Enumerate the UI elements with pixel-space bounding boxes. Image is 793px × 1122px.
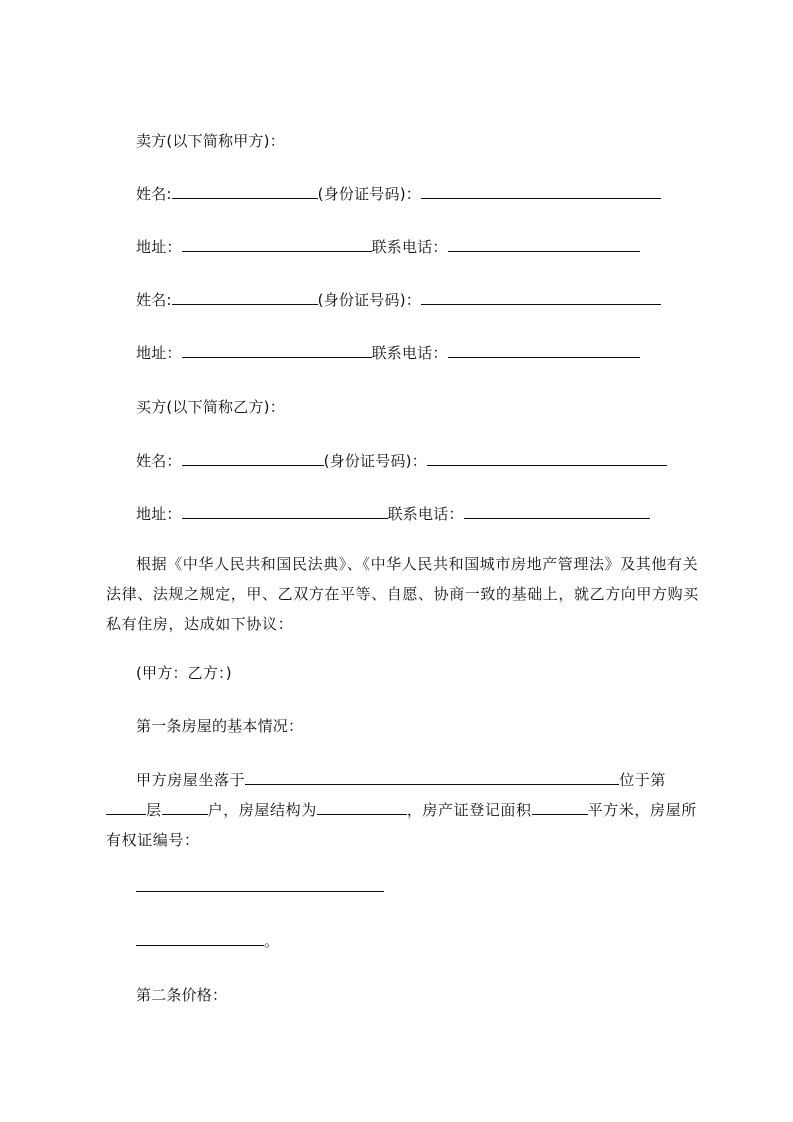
intro-paragraph: 根据《中华人民共和国民法典》、《中华人民共和国城市房地产管理法》及其他有关法律、法规之规定，甲、乙双方在平等、自愿、协商一致的基础上，就乙方向甲方购买私有住房，达成如下协议： [106, 555, 699, 633]
buyer-1-address-row [136, 504, 650, 524]
structure-blank[interactable] [317, 800, 407, 815]
seller-2-name-row [136, 290, 661, 310]
name-blank[interactable] [182, 451, 324, 466]
id-blank[interactable] [427, 451, 667, 466]
name-label: 姓名: [136, 291, 172, 309]
id-blank[interactable] [421, 184, 661, 199]
phone-blank[interactable] [448, 237, 640, 252]
phone-label: 联系电话： [387, 505, 464, 523]
article-1-title: 第一条房屋的基本情况： [136, 717, 304, 735]
address-label: 地址： [136, 505, 182, 523]
seller-1-address-row [136, 237, 640, 257]
address-blank[interactable] [182, 504, 388, 519]
floor-blank[interactable] [106, 800, 146, 815]
phone-label: 联系电话： [371, 344, 448, 362]
address-label: 地址： [136, 238, 182, 256]
seller-heading: 卖方(以下简称甲方)： [136, 132, 285, 150]
seller-2-address-row [136, 343, 640, 363]
id-label: (身份证号码)： [317, 291, 421, 309]
seller-1-name-row [136, 184, 661, 204]
certificate-number-row-2: 。 [136, 931, 279, 951]
id-label: (身份证号码)： [323, 452, 427, 470]
name-label: 姓名: [136, 185, 172, 203]
location-blank-2[interactable] [357, 770, 619, 785]
article-1-body: 甲方房屋坐落于 位于第层 户，房屋结构为 ，房产证登记面积 平方米，房屋所有权证编号： [106, 771, 697, 849]
name-label: 姓名： [136, 452, 182, 470]
certificate-number-blank-2[interactable] [136, 931, 264, 946]
parties-note: (甲方：乙方：) [136, 664, 232, 682]
address-blank[interactable] [182, 237, 372, 252]
address-blank[interactable] [182, 343, 372, 358]
address-label: 地址： [136, 344, 182, 362]
id-label: (身份证号码)： [317, 185, 421, 203]
unit-blank[interactable] [162, 800, 208, 815]
buyer-heading: 买方(以下简称乙方)： [136, 398, 285, 416]
certificate-number-blank[interactable] [136, 891, 384, 892]
area-blank[interactable] [532, 800, 588, 815]
phone-label: 联系电话： [371, 238, 448, 256]
id-blank[interactable] [421, 290, 661, 305]
name-blank[interactable] [172, 290, 318, 305]
phone-blank[interactable] [448, 343, 640, 358]
buyer-1-name-row [136, 451, 667, 471]
location-blank[interactable] [245, 770, 357, 785]
phone-blank[interactable] [464, 504, 650, 519]
name-blank[interactable] [172, 184, 318, 199]
article-2-title: 第二条价格： [136, 986, 228, 1004]
